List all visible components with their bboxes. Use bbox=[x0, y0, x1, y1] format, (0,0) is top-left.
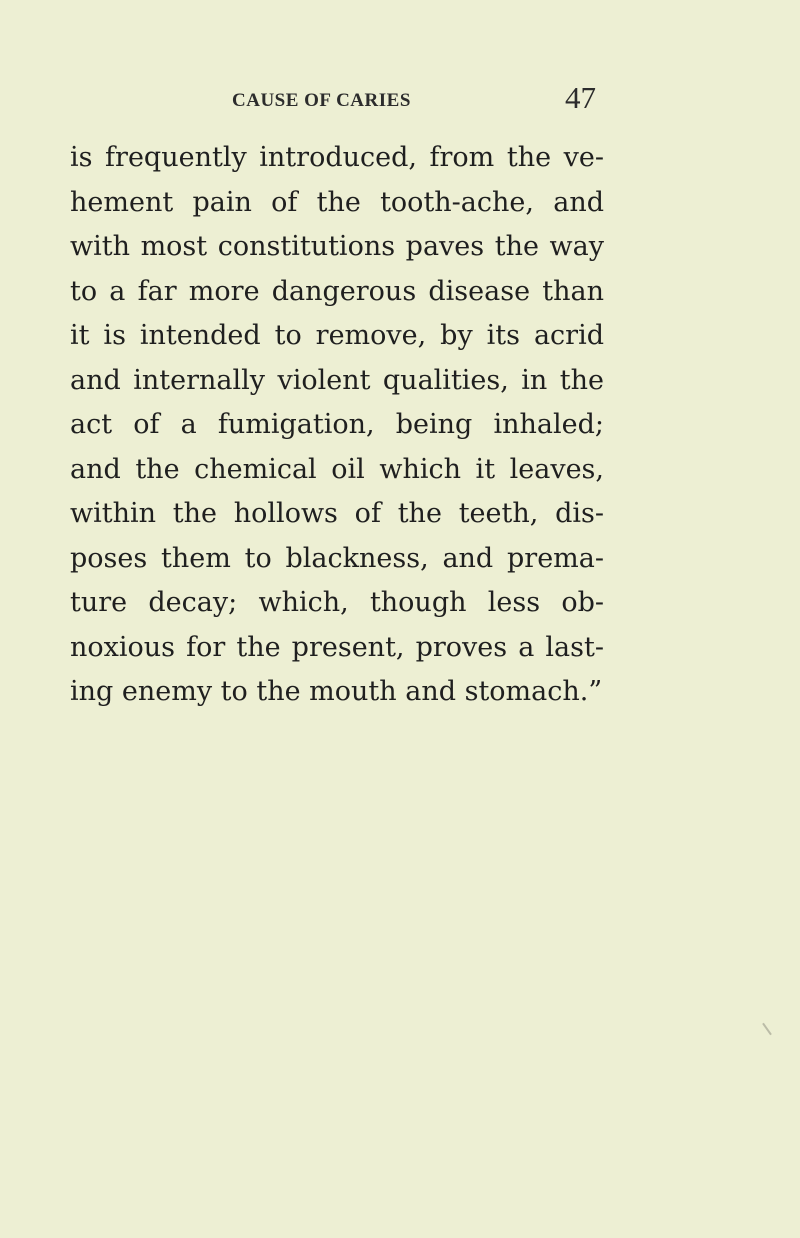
text-line: poses them to blackness, and prema- bbox=[70, 542, 604, 574]
text-line: hement pain of the tooth-ache, and bbox=[70, 186, 604, 218]
text-line: act of a fumigation, being inhaled; bbox=[70, 409, 604, 440]
text-line: and internally violent qualities, in the bbox=[70, 364, 604, 396]
text-line: is frequently introduced, from the ve- bbox=[70, 142, 604, 173]
running-head bbox=[70, 80, 602, 124]
text-line: within the hollows of the teeth, dis- bbox=[70, 498, 604, 529]
page-number: 47 bbox=[565, 80, 596, 115]
paper-speck bbox=[762, 1023, 772, 1036]
text-line: to a far more dangerous disease than bbox=[70, 275, 604, 307]
body-text bbox=[70, 136, 604, 715]
text-line: with most constitutions paves the way bbox=[70, 231, 604, 262]
text-line: ture decay; which, though less ob- bbox=[70, 587, 604, 618]
text-line: noxious for the present, proves a last- bbox=[70, 631, 604, 663]
text-line: and the chemical oil which it leaves, bbox=[70, 453, 604, 485]
chapter-title: CAUSE OF CARIES bbox=[232, 90, 411, 111]
text-line: ing enemy to the mouth and stomach.” bbox=[70, 676, 603, 707]
text-line: it is intended to remove, by its acrid bbox=[70, 320, 604, 351]
